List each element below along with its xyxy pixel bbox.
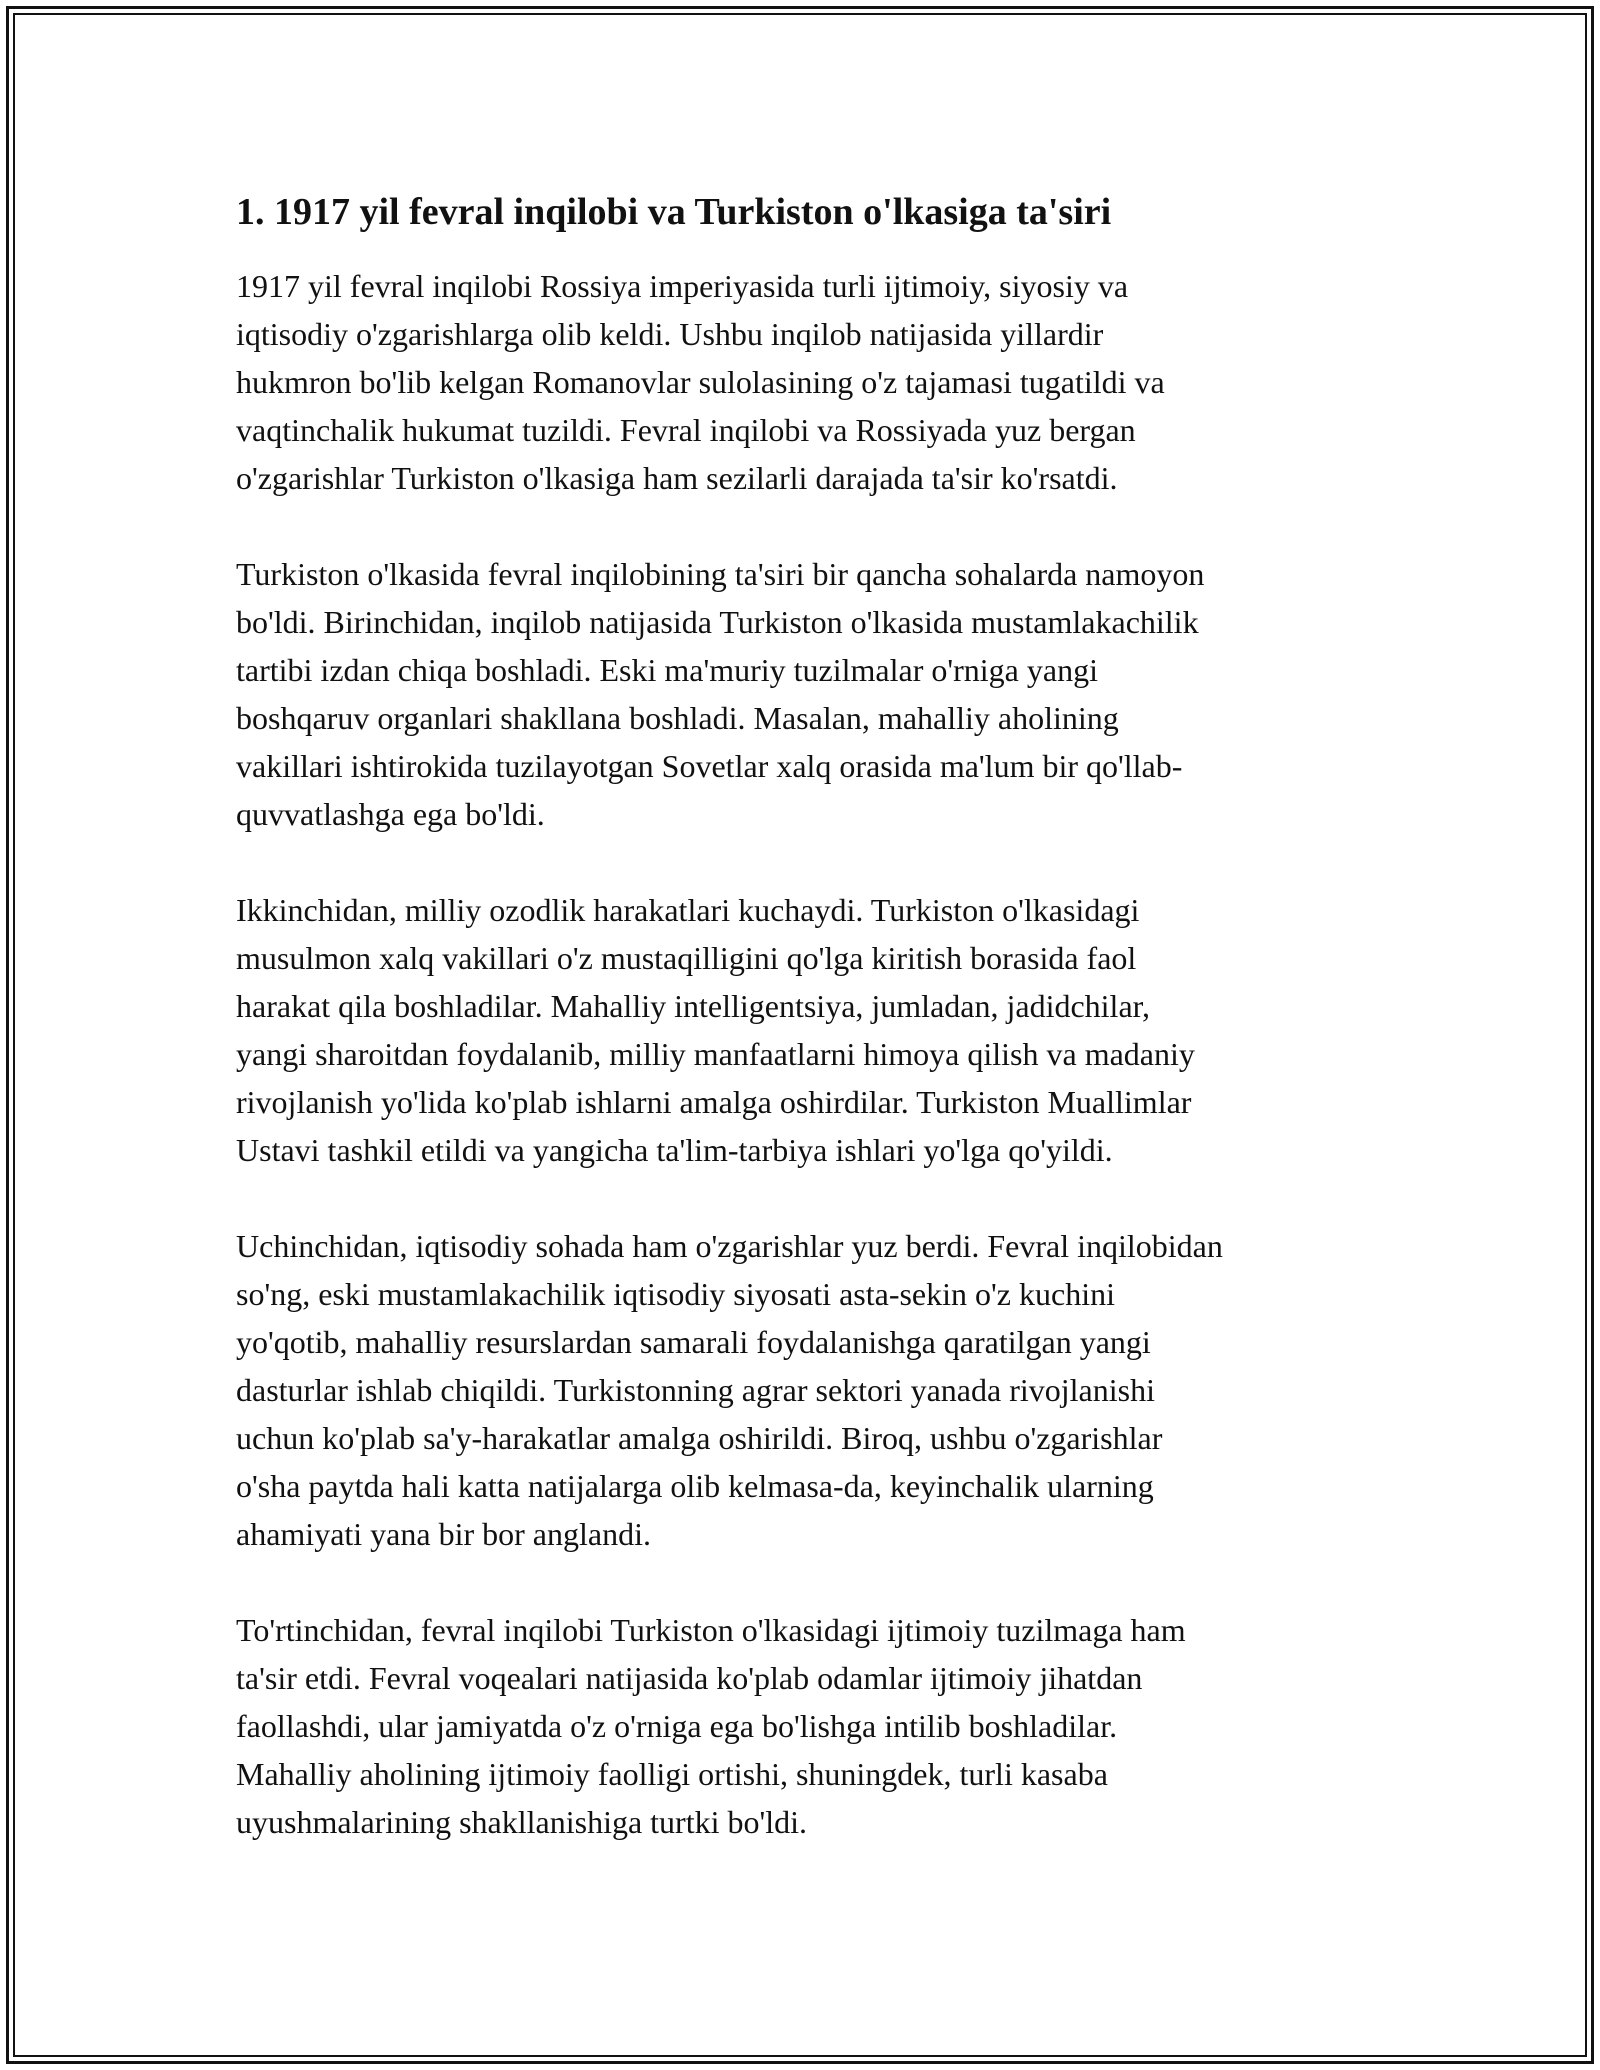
paragraph-line: Turkiston o'lkasida fevral inqilobining ta'siri bir qancha sohalarda namoyon — [236, 556, 1205, 592]
paragraph-line: dasturlar ishlab chiqildi. Turkistonning agrar sektori yanada rivojlanishi — [236, 1372, 1155, 1408]
paragraph-line: iqtisodiy o'zgarishlarga olib keldi. Ushbu inqilob natijasida yillardir — [236, 316, 1104, 352]
paragraph-3 — [236, 886, 1386, 1174]
paragraph-line: vakillari ishtirokida tuzilayotgan Sovetlar xalq orasida ma'lum bir qo'llab- — [236, 748, 1183, 784]
paragraph-line: o'sha paytda hali katta natijalarga olib kelmasa-da, keyinchalik ularning — [236, 1468, 1154, 1504]
document-title: 1. 1917 yil fevral inqilobi va Turkiston o'lkasiga ta'siri — [236, 191, 1112, 233]
paragraph-line: yo'qotib, mahalliy resurslardan samarali foydalanishga qaratilgan yangi — [236, 1324, 1151, 1360]
paragraph-line: musulmon xalq vakillari o'z mustaqilligini qo'lga kiritish borasida faol — [236, 940, 1137, 976]
paragraph-line: ahamiyati yana bir bor anglandi. — [236, 1516, 651, 1552]
paragraph-line: To'rtinchidan, fevral inqilobi Turkiston o'lkasidagi ijtimoiy tuzilmaga ham — [236, 1612, 1186, 1648]
paragraph-2 — [236, 550, 1386, 838]
paragraph-line: vaqtinchalik hukumat tuzildi. Fevral inqilobi va Rossiyada yuz bergan — [236, 412, 1136, 448]
paragraph-line: Ikkinchidan, milliy ozodlik harakatlari kuchaydi. Turkiston o'lkasidagi — [236, 892, 1140, 928]
paragraph-4 — [236, 1222, 1386, 1558]
paragraph-line: rivojlanish yo'lida ko'plab ishlarni amalga oshirdilar. Turkiston Muallimlar — [236, 1084, 1192, 1120]
paragraph-line: so'ng, eski mustamlakachilik iqtisodiy siyosati asta-sekin o'z kuchini — [236, 1276, 1115, 1312]
paragraph-line: hukmron bo'lib kelgan Romanovlar sulolasining o'z tajamasi tugatildi va — [236, 364, 1165, 400]
paragraph-line: Uchinchidan, iqtisodiy sohada ham o'zgarishlar yuz berdi. Fevral inqilobidan — [236, 1228, 1223, 1264]
paragraph-line: o'zgarishlar Turkiston o'lkasiga ham sezilarli darajada ta'sir ko'rsatdi. — [236, 460, 1118, 496]
paragraph-line: tartibi izdan chiqa boshladi. Eski ma'muriy tuzilmalar o'rniga yangi — [236, 652, 1098, 688]
paragraph-line: uyushmalarining shakllanishiga turtki bo'ldi. — [236, 1804, 808, 1840]
paragraph-line: bo'ldi. Birinchidan, inqilob natijasida Turkiston o'lkasida mustamlakachilik — [236, 604, 1199, 640]
paragraph-line: Mahalliy aholining ijtimoiy faolligi ortishi, shuningdek, turli kasaba — [236, 1756, 1108, 1792]
paragraph-line: quvvatlashga ega bo'ldi. — [236, 796, 545, 832]
paragraph-line: 1917 yil fevral inqilobi Rossiya imperiyasida turli ijtimoiy, siyosiy va — [236, 268, 1129, 304]
paragraph-line: faollashdi, ular jamiyatda o'z o'rniga ega bo'lishga intilib boshladilar. — [236, 1708, 1118, 1744]
paragraph-line: Ustavi tashkil etildi va yangicha ta'lim-tarbiya ishlari yo'lga qo'yildi. — [236, 1132, 1113, 1168]
document-body — [236, 188, 1386, 1894]
paragraph-line: uchun ko'plab sa'y-harakatlar amalga oshirildi. Biroq, ushbu o'zgarishlar — [236, 1420, 1163, 1456]
paragraph-line: boshqaruv organlari shakllana boshladi. Masalan, mahalliy aholining — [236, 700, 1119, 736]
paragraph-1 — [236, 262, 1386, 502]
paragraph-line: ta'sir etdi. Fevral voqealari natijasida ko'plab odamlar ijtimoiy jihatdan — [236, 1660, 1143, 1696]
paragraph-5 — [236, 1606, 1386, 1846]
paragraph-line: harakat qila boshladilar. Mahalliy intelligentsiya, jumladan, jadidchilar, — [236, 988, 1151, 1024]
paragraph-line: yangi sharoitdan foydalanib, milliy manfaatlarni himoya qilish va madaniy — [236, 1036, 1195, 1072]
